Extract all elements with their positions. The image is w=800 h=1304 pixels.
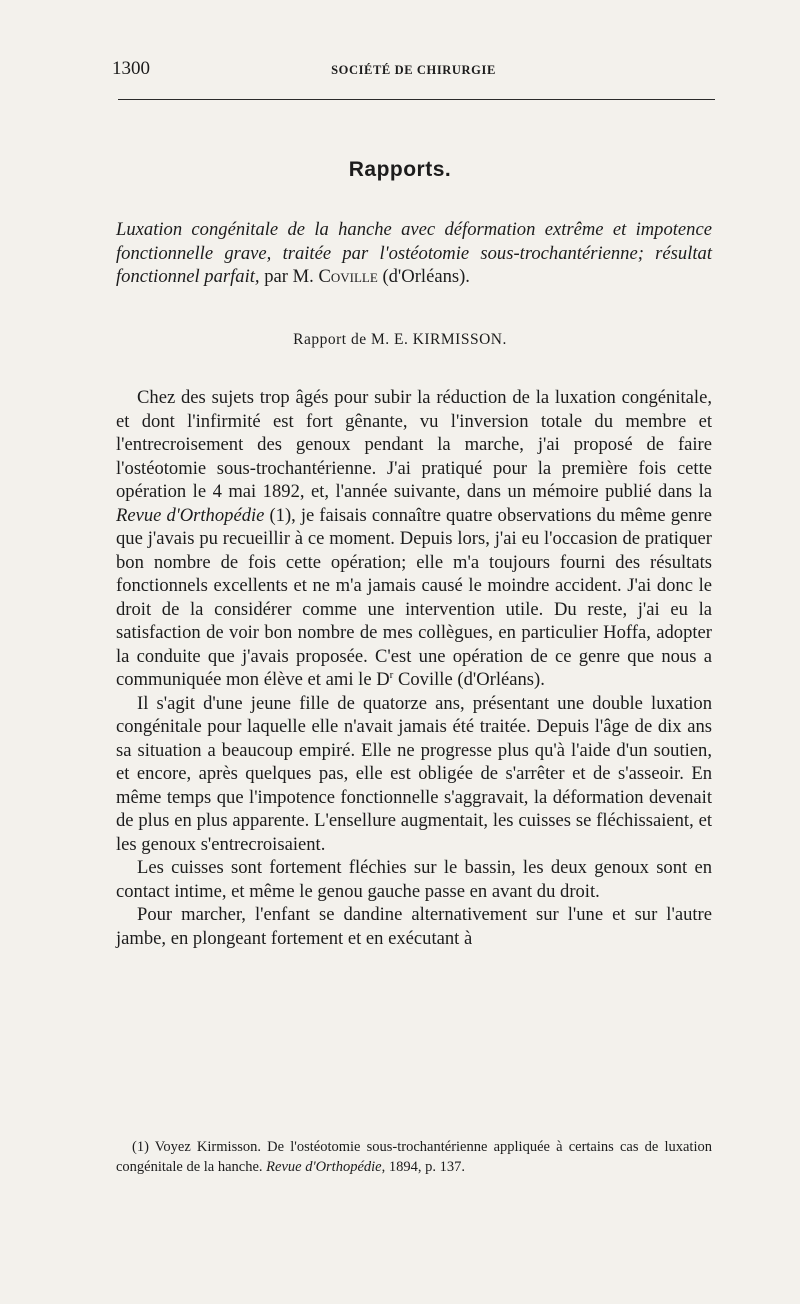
footnote-1 <box>116 1137 712 1177</box>
paragraph-4: Pour marcher, l'enfant se dandine alternativement sur l'une et sur l'autre jambe, en plongeant fortement et en exécutant à <box>116 904 712 949</box>
header-rule <box>118 99 715 100</box>
section-title: Rapports. <box>348 158 452 181</box>
page-header <box>112 58 715 82</box>
footnote-journal: Revue d'Orthopédie <box>266 1159 382 1175</box>
paragraph-1-part-a: Chez des sujets trop âgés pour subir la réduction de la luxation congénitale, et dont l'infirmité est fort gênante, vu l'inversion totale du membre et l'entrecroisement des genoux pendant la marche, j'ai proposé de faire l'ostéotomie sous-trochantérienne. J'ai pratiqué pour la première fois cette opération le 4 mai 1892, et, l'année suivante, dans un mémoire publié dans la <box>116 387 712 502</box>
footnote-text-a: (1) Voyez Kirmisson. De l'ostéotomie sous-trochantérienne appliquée à certains cas de luxation congénitale de la hanche. <box>116 1139 712 1175</box>
article-title-italic: Luxation congénitale de la hanche avec déformation extrême et impotence fonctionnelle grave, traitée par l'ostéotomie sous-trochantérienne; résultat fonctionnel parfait, <box>116 219 712 287</box>
paragraph-2: Il s'agit d'une jeune fille de quatorze ans, présentant une double luxation congénitale pour laquelle elle n'avait jamais été traitée. Depuis l'âge de dix ans sa situation a beaucoup empiré. Elle ne progresse plus qu'à l'aide d'un soutien, et encore, après quelques pas, elle est obligée de s'arrêter et de s'asseoir. En même temps que l'impotence fonctionnelle s'aggravait, la déformation devenait de plus en plus apparente. L'ensellure augmentait, les cuisses se fléchissaient, et les genoux s'entrecroisaient. <box>116 692 712 855</box>
footnote <box>116 1137 712 1177</box>
article-title <box>116 218 712 289</box>
footnote-text-b: , 1894, p. 137. <box>381 1159 465 1175</box>
author-place: (d'Orléans). <box>377 266 470 287</box>
page-number: 1300 <box>112 58 150 79</box>
doctor-superscript: r <box>389 668 394 681</box>
journal-reference: Revue d'Orthopédie <box>116 504 265 526</box>
article-by: par M. <box>259 266 319 287</box>
paragraph-1-part-b: (1), je faisais connaître quatre observations du même genre que j'avais pu recueillir à ce moment. Depuis lors, j'ai eu l'occasion de pratiquer bon nombre de fois cette opération; elle m'a toujours fourni des résultats fonctionnels excellents et ne m'a jamais causé le moindre accident. J'ai donc le droit de la considérer comme une intervention utile. Du reste, j'ai eu la satisfaction de voir bon nombre de mes collègues, en particulier Hoffa, adopter la conduite que j'avais proposée. C'est une opération de ce genre que nous a communiquée mon élève et ami le D <box>116 504 712 690</box>
report-byline: Rapport de M. E. KIRMISSON. <box>293 331 507 348</box>
body-text <box>116 386 712 950</box>
paragraph-1-part-c: Coville (d'Orléans). <box>393 669 545 690</box>
paragraph-3: Les cuisses sont fortement fléchies sur le bassin, les deux genoux sont en contact intime, et même le genou gauche passe en avant du droit. <box>116 857 712 902</box>
paragraph-1 <box>116 386 712 692</box>
running-head: SOCIÉTÉ DE CHIRURGIE <box>331 63 496 77</box>
author-name: Coville <box>318 266 378 287</box>
